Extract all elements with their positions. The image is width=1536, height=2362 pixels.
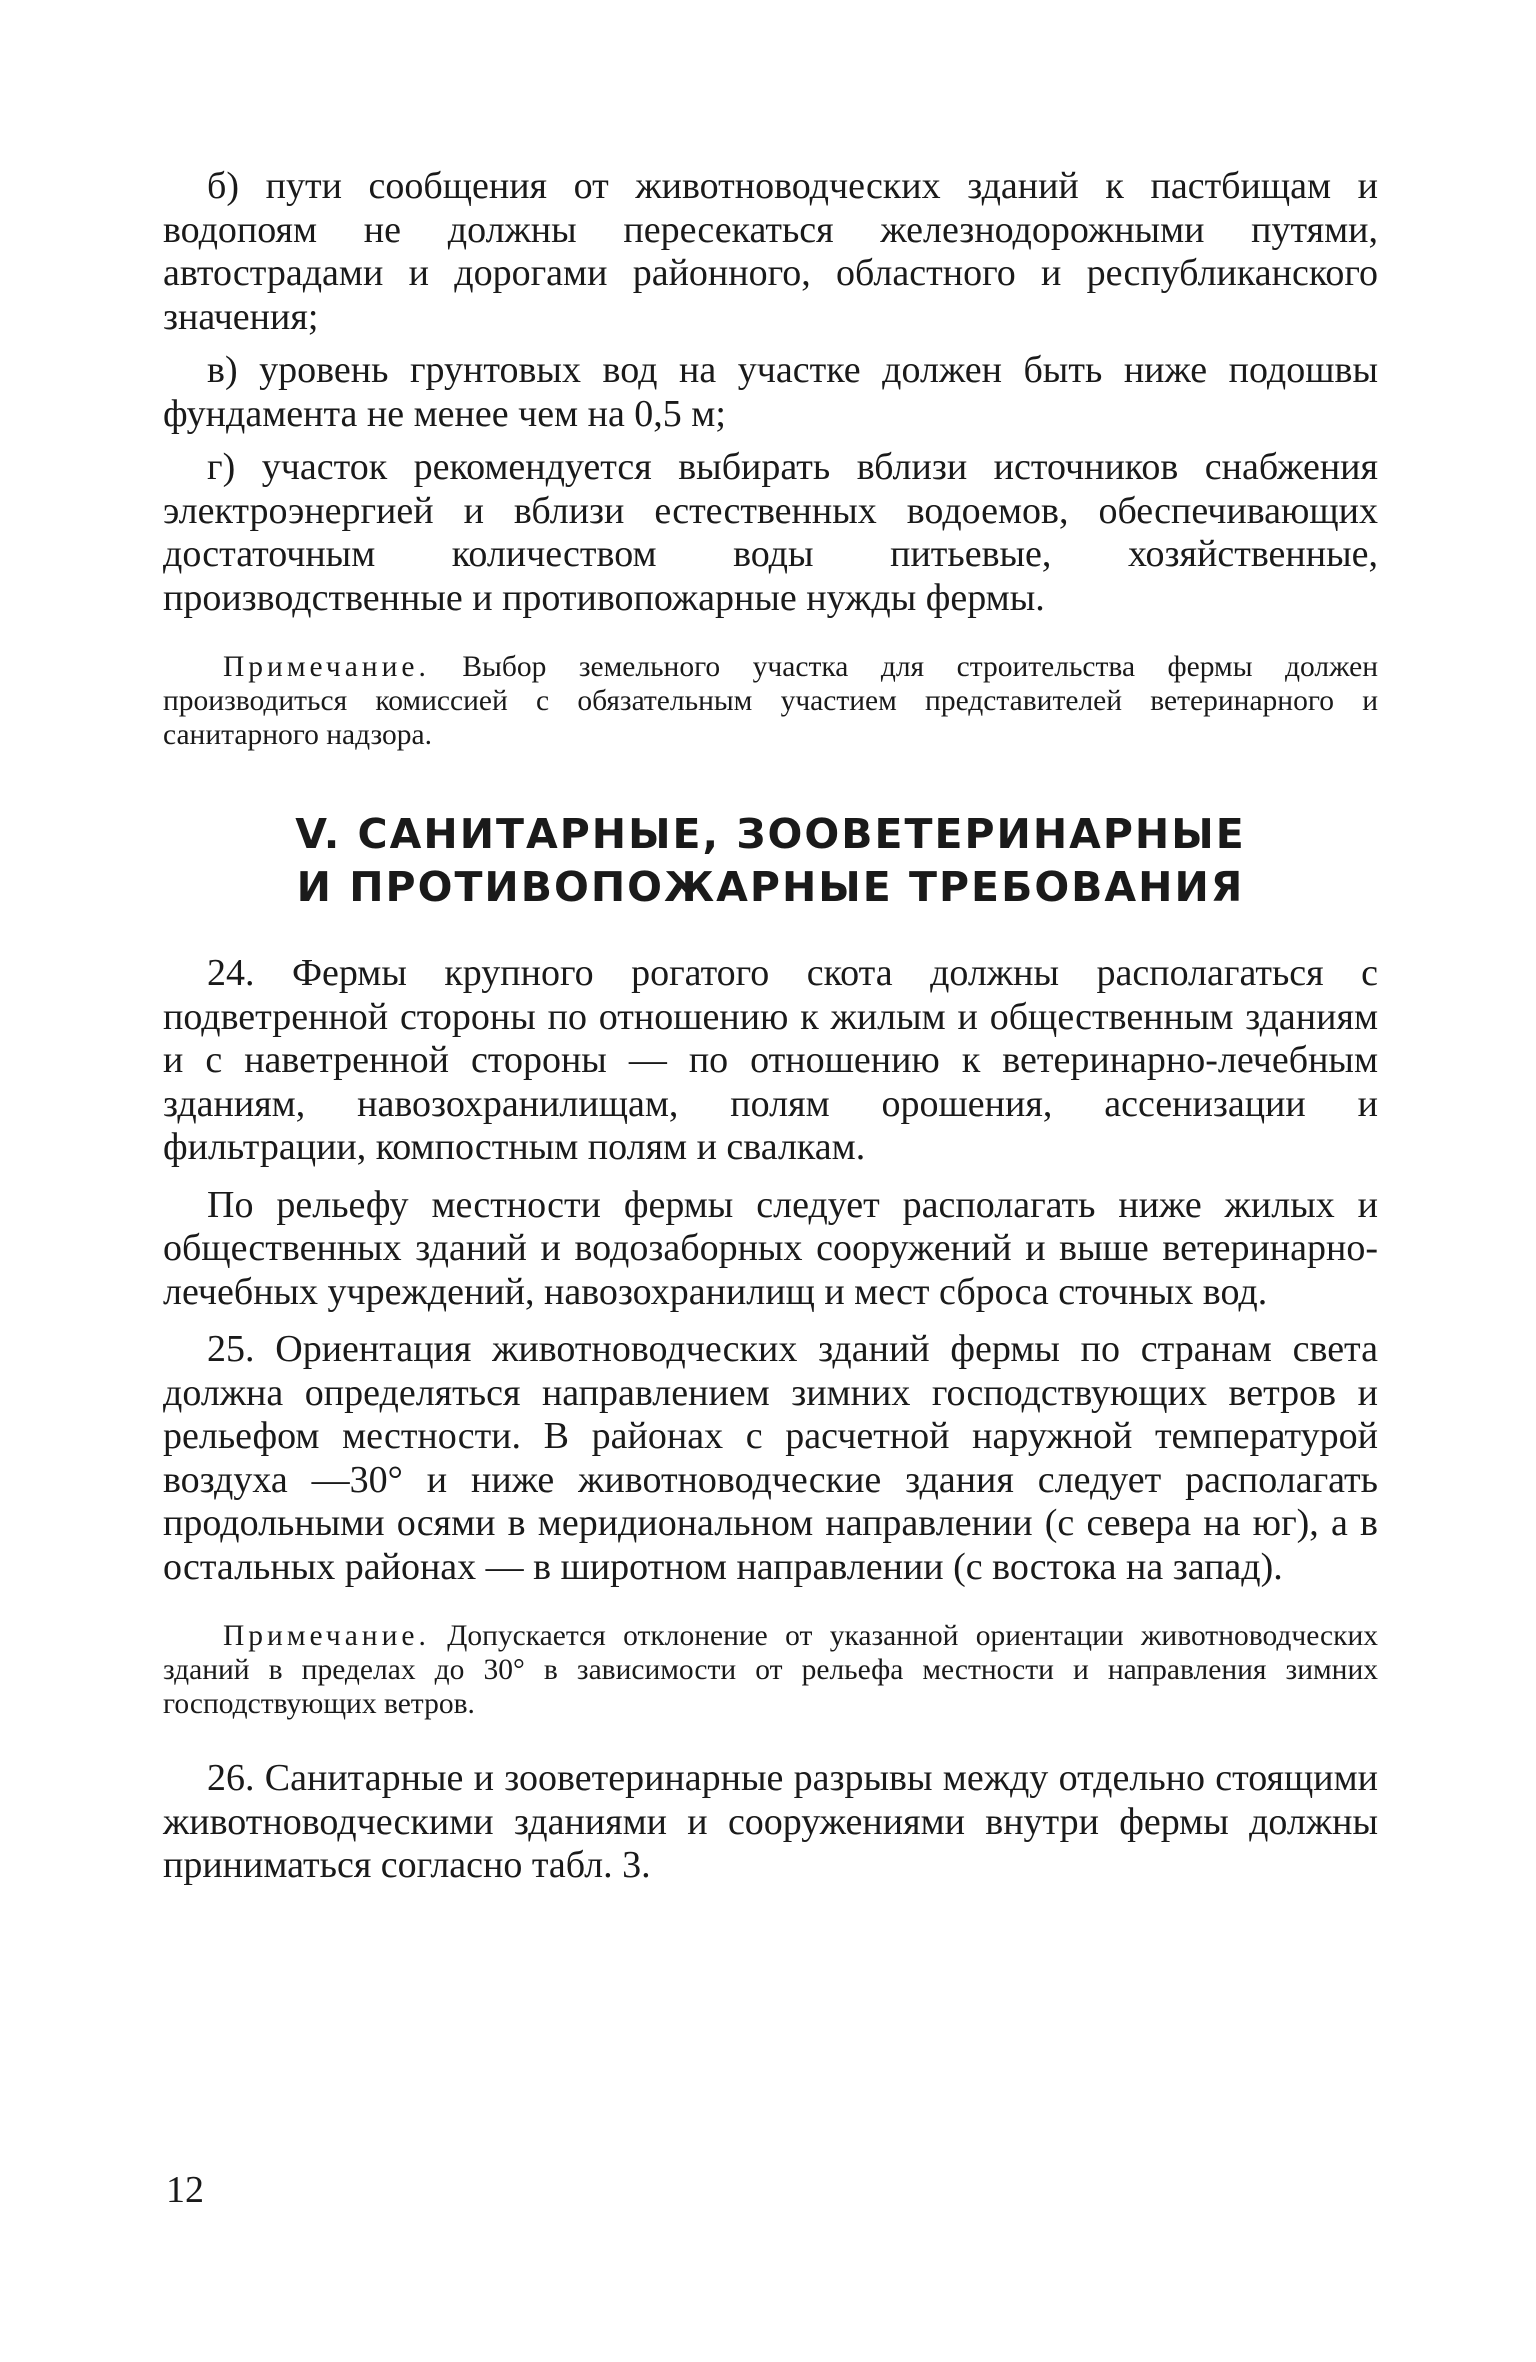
page-number: 12 [166, 2169, 204, 2211]
item-b-paragraph: б) пути сообщения от животноводческих зданий к пастбищам и водопоям не должны пересекаться железнодорожными путями, автострадами и дорогами районного, областного и республиканского значения; [163, 165, 1378, 338]
paragraph-24: 24. Фермы крупного рогатого скота должны располагаться с подветренной стороны по отношению к жилым и общественным зданиям и с наветренной стороны — по отношению к ветеринарно-лечебным зданиям, навозохранилищам, полям орошения, ассенизации и фильтрации, компостным полям и свалкам. [163, 952, 1378, 1168]
section-heading-line-1: V. САНИТАРНЫЕ, ЗООВЕТЕРИНАРНЫЕ [295, 810, 1246, 858]
note-text: Выбор земельного участка для строительства фермы должен производиться комиссией с обязательным участием представителей ветеринарного и санитарного надзора. [163, 651, 1378, 751]
section-heading [163, 808, 1378, 914]
item-g-paragraph: г) участок рекомендуется выбирать вблизи источников снабжения электроэнергией и вблизи естественных водоемов, обеспечивающих достаточным количеством воды питьевые, хозяйственные, производственные и противопожарные нужды фермы. [163, 446, 1378, 619]
note-orientation [163, 1619, 1378, 1721]
note-label: Примечание. [223, 1620, 430, 1652]
document-page [163, 165, 1378, 1888]
note-text: Допускается отклонение от указанной ориентации животноводческих зданий в пределах до 30° в зависимости от рельефа местности и направления зимних господствующих ветров. [163, 1620, 1379, 1720]
paragraph-24-relief: По рельефу местности фермы следует располагать ниже жилых и общественных зданий и водозаборных сооружений и выше ветеринарно-лечебных учреждений, навозохранилищ и мест сброса сточных вод. [163, 1183, 1378, 1313]
section-heading-line-2: И ПРОТИВОПОЖАРНЫЕ ТРЕБОВАНИЯ [296, 863, 1245, 911]
note-land-selection [163, 650, 1378, 752]
item-v-paragraph: в) уровень грунтовых вод на участке должен быть ниже подошвы фундамента не менее чем на 0,5 м; [163, 349, 1378, 435]
paragraph-26: 26. Санитарные и зооветеринарные разрывы между отдельно стоящими животноводческими зданиями и сооружениями внутри фермы должны приниматься согласно табл. 3. [163, 1757, 1378, 1886]
note-label: Примечание. [223, 651, 430, 683]
paragraph-25: 25. Ориентация животноводческих зданий фермы по странам света должна определяться направлением зимних господствующих ветров и рельефом местности. В районах с расчетной наружной температурой воздуха —30° и ниже животноводческие здания следует располагать продольными осями в меридиональном направлении (с севера на юг), а в остальных районах — в широтном направлении (с востока на запад). [163, 1328, 1378, 1588]
